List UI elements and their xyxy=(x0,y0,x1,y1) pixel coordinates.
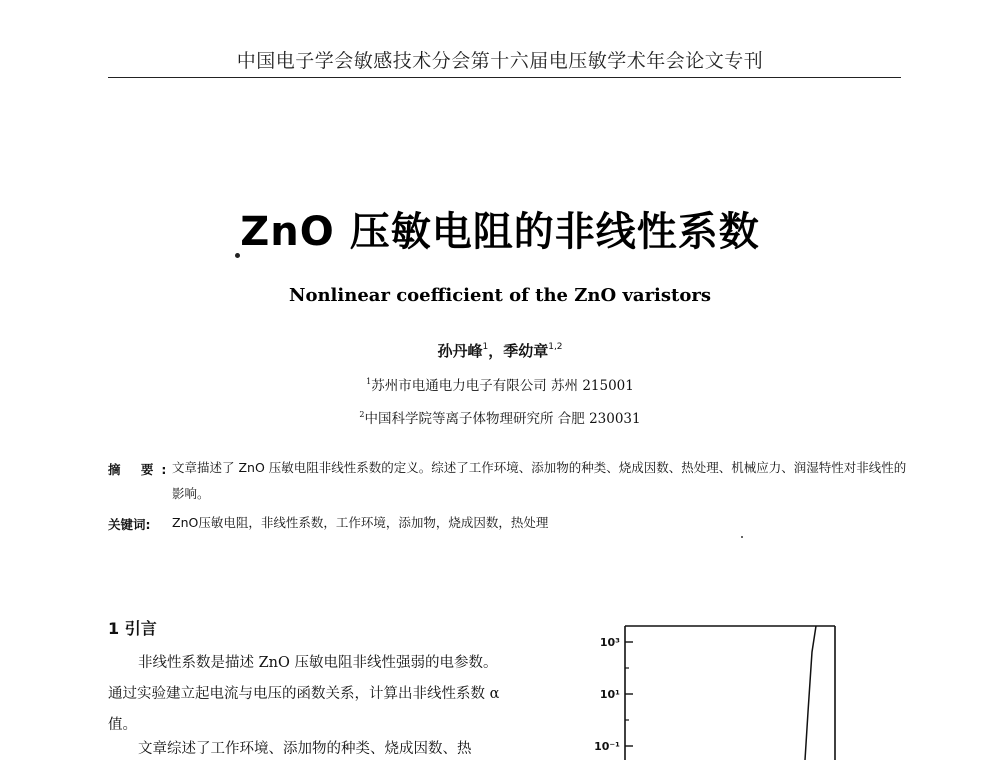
affiliation-2 xyxy=(0,407,1000,427)
author-2-affil-sup: 1,2 xyxy=(548,342,563,352)
keywords-text: ZnO压敏电阻，非线性系数，工作环境，添加物，烧成因数，热处理 xyxy=(172,515,549,530)
affiliation-1-text: 苏州市电通电力电子有限公司 苏州 215001 xyxy=(371,378,634,394)
affiliation-1 xyxy=(0,374,1000,394)
scan-speck xyxy=(741,536,743,538)
author-1-affil-sup: 1 xyxy=(482,342,489,352)
paper-title-en: Nonlinear coefficient of the ZnO varistors xyxy=(289,285,711,306)
figure-y-tick-label: 10¹ xyxy=(599,688,620,701)
author-line xyxy=(0,340,1000,361)
keywords-label: 关键词: xyxy=(108,517,151,532)
paper-title-cn: ZnO 压敏电阻的非线性系数 xyxy=(240,209,760,255)
author-2: 季幼章 xyxy=(503,342,549,360)
affiliation-2-text: 中国科学院等离子体物理研究所 合肥 230031 xyxy=(364,411,641,427)
figure-y-tick-label: 10³ xyxy=(599,636,620,649)
figure-y-tick-label: 10⁻¹ xyxy=(594,740,620,753)
scan-speck xyxy=(235,253,240,258)
running-header: 中国电子学会敏感技术分会第十六届电压敏学术年会论文专刊 xyxy=(236,50,764,72)
section-1-paragraph-2: 文章综述了工作环境、添加物的种类、烧成因数、热 xyxy=(138,741,472,757)
affiliation-2-sup: 2 xyxy=(359,410,365,419)
header-rule xyxy=(108,77,901,78)
figure-curve xyxy=(805,626,816,760)
author-separator: ， xyxy=(488,342,504,360)
abstract-label: 摘 要: xyxy=(108,462,175,477)
author-1: 孙丹峰 xyxy=(437,342,483,360)
abstract-text: 文章描述了 ZnO 压敏电阻非线性系数的定义。综述了工作环境、添加物的种类、烧成因数、热处理、机械应力、润湿特性对非线性的影响。 xyxy=(172,460,907,501)
section-1-paragraph-1: 非线性系数是描述 ZnO 压敏电阻非线性强弱的电参数。通过实验建立起电流与电压的函数关系，计算出非线性系数 α 值。 xyxy=(108,655,500,733)
section-1-heading: 1 引言 xyxy=(108,619,157,638)
affiliation-1-sup: 1 xyxy=(366,377,372,386)
figure-iv-curve xyxy=(580,612,840,760)
